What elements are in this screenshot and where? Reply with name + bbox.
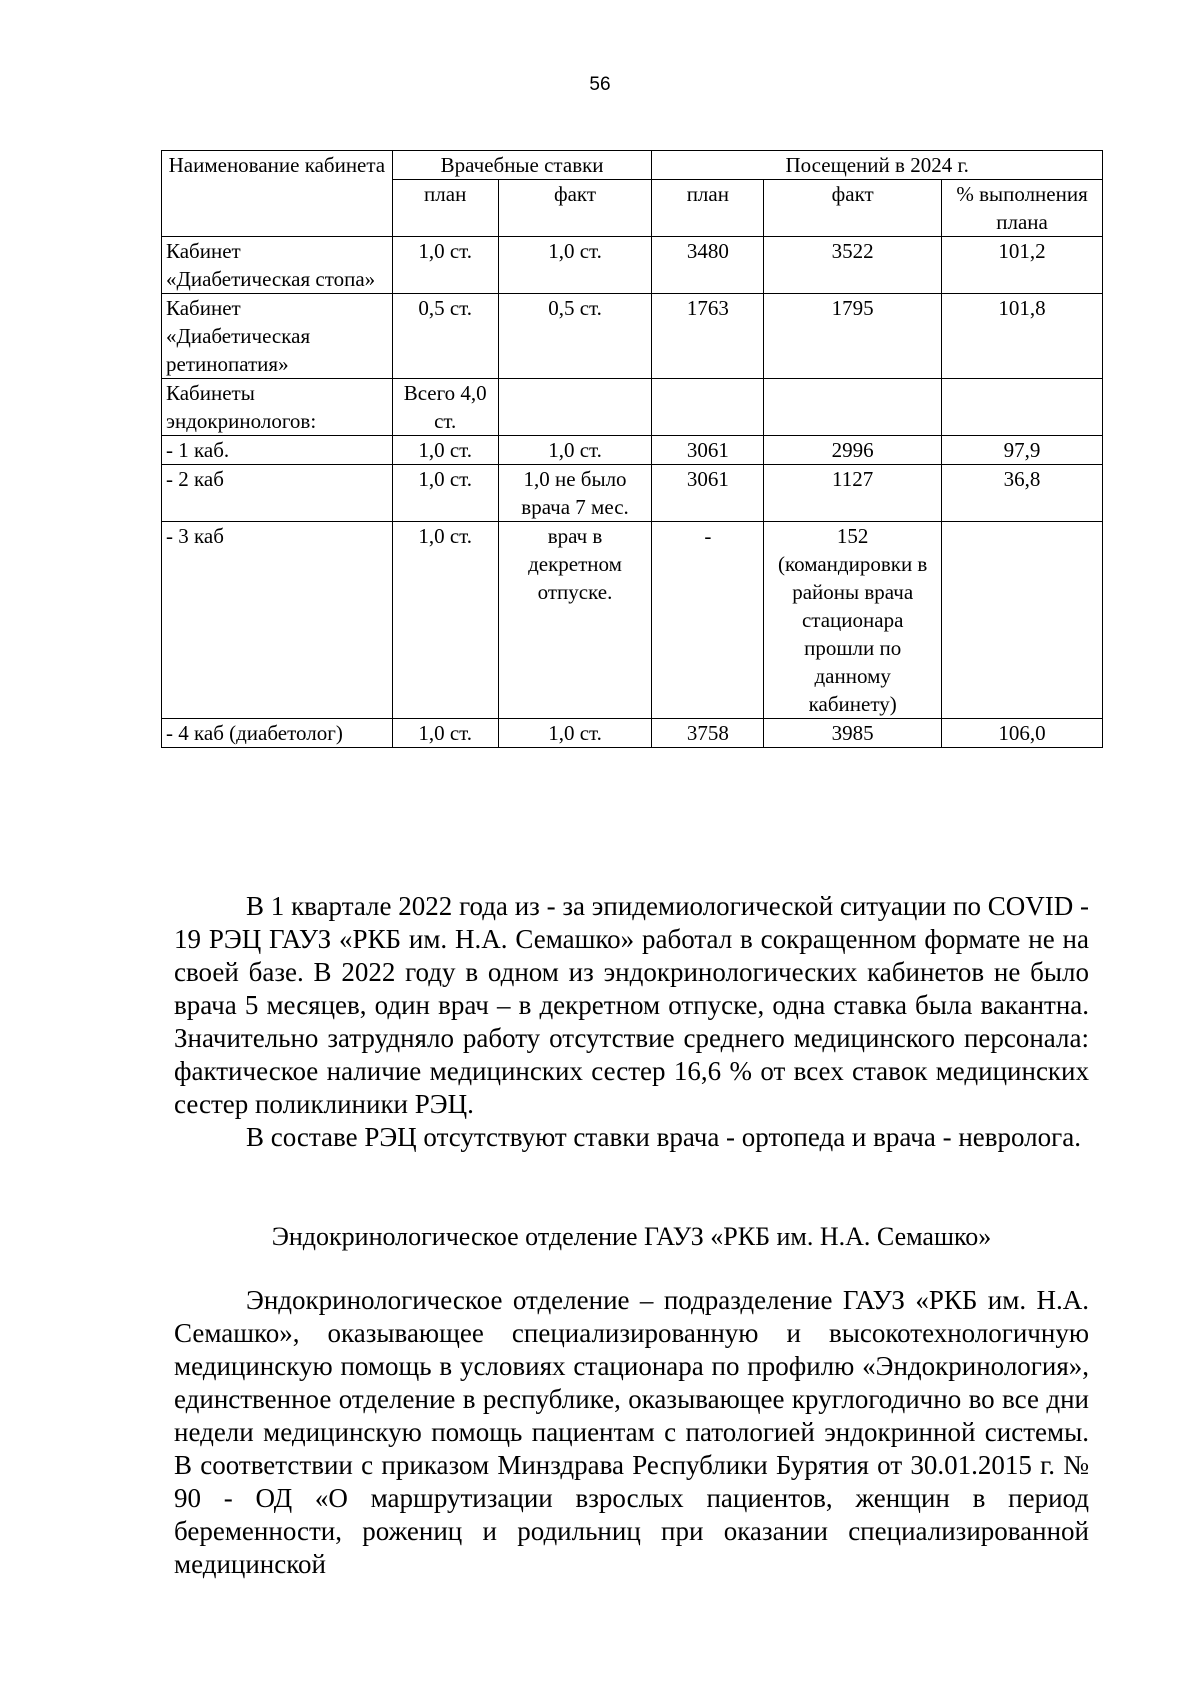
cell-visit-fact — [764, 379, 942, 436]
cell-name: Кабинеты эндокринологов: — [162, 379, 393, 436]
cell-visit-plan: 3758 — [652, 719, 764, 748]
cell-visit-fact: 1795 — [764, 294, 942, 379]
cell-rate-plan: Всего 4,0 ст. — [392, 379, 498, 436]
section-heading: Эндокринологическое отделение ГАУЗ «РКБ им. Н.А. Семашко» — [271, 1222, 992, 1251]
cell-name: Кабинет «Диабетическая стопа» — [162, 237, 393, 294]
cell-visit-fact: 2996 — [764, 436, 942, 465]
table-header-row — [162, 151, 1103, 180]
table-row — [162, 436, 1103, 465]
cell-pct: 106,0 — [942, 719, 1103, 748]
cell-visit-fact: 152 (командировки в районы врача стационара прошли по данному кабинету) — [764, 522, 942, 719]
table-row — [162, 379, 1103, 436]
cell-rate-fact: 1,0 ст. — [498, 237, 652, 294]
header-visits-pct: % выполнения плана — [942, 180, 1103, 237]
paragraph-staffing: В составе РЭЦ отсутствуют ставки врача - ортопеда и врача - невролога. — [246, 1122, 1081, 1152]
cell-rate-plan: 1,0 ст. — [392, 719, 498, 748]
cell-rate-fact: врач в декретном отпуске. — [498, 522, 652, 719]
table-row — [162, 465, 1103, 522]
cell-pct: 101,8 — [942, 294, 1103, 379]
cell-visit-plan: 3061 — [652, 465, 764, 522]
cell-rate-plan: 1,0 ст. — [392, 522, 498, 719]
header-rates-plan: план — [392, 180, 498, 237]
staffing-table — [161, 150, 1103, 748]
cell-visit-fact: 3522 — [764, 237, 942, 294]
cell-visit-fact: 3985 — [764, 719, 942, 748]
page-number: 56 — [589, 74, 611, 95]
cell-pct — [942, 522, 1103, 719]
table-row — [162, 294, 1103, 379]
paragraph-covid: В 1 квартале 2022 года из - за эпидемиологической ситуации по COVID - 19 РЭЦ ГАУЗ «РКБ им. Н.А. Семашко» работал в сокращенном формате не на своей базе. В 2022 году в одном из эндокринологических кабинетов не было врача 5 месяцев, один врач – в декретном отпуске, одна ставка была вакантна. Значительно затрудняло работу отсутствие среднего медицинского персонала: фактическое наличие медицинских сестер 16,6 % от всех ставок медицинских сестер поликлиники РЭЦ. — [174, 891, 1089, 1119]
cell-pct — [942, 379, 1103, 436]
cell-rate-fact: 1,0 ст. — [498, 436, 652, 465]
cell-pct: 36,8 — [942, 465, 1103, 522]
cell-visit-plan: 3061 — [652, 436, 764, 465]
cell-visit-fact: 1127 — [764, 465, 942, 522]
header-visits-plan: план — [652, 180, 764, 237]
cell-visit-plan: - — [652, 522, 764, 719]
cell-rate-fact: 1,0 не было врача 7 мес. — [498, 465, 652, 522]
cell-rate-plan: 1,0 ст. — [392, 237, 498, 294]
cell-visit-plan: 3480 — [652, 237, 764, 294]
table-row — [162, 522, 1103, 719]
header-visits-group: Посещений в 2024 г. — [652, 151, 1103, 180]
header-visits-fact: факт — [764, 180, 942, 237]
cell-rate-fact: 0,5 ст. — [498, 294, 652, 379]
cell-rate-plan: 1,0 ст. — [392, 465, 498, 522]
header-rates-group: Врачебные ставки — [392, 151, 652, 180]
text-block-department — [174, 1284, 1089, 1581]
text-block-rec — [174, 890, 1089, 1154]
cell-visit-plan: 1763 — [652, 294, 764, 379]
header-rates-fact: факт — [498, 180, 652, 237]
table-row — [162, 719, 1103, 748]
cell-name: Кабинет «Диабетическая ретинопатия» — [162, 294, 393, 379]
paragraph-department: Эндокринологическое отделение – подразделение ГАУЗ «РКБ им. Н.А. Семашко», оказывающее специализированную и высокотехнологичную медицинскую помощь в условиях стационара по профилю «Эндокринология», единственное отделение в республике, оказывающее круглогодично во все дни недели медицинскую помощь пациентам с патологией эндокринной системы. В соответствии с приказом Минздрава Республики Бурятия от 30.01.2015 г. № 90 - ОД «О маршрутизации взрослых пациентов, женщин в период беременности, рожениц и родильниц при оказании специализированной медицинской — [174, 1285, 1089, 1579]
cell-rate-plan: 0,5 ст. — [392, 294, 498, 379]
cell-rate-plan: 1,0 ст. — [392, 436, 498, 465]
cell-name: - 1 каб. — [162, 436, 393, 465]
cell-visit-plan — [652, 379, 764, 436]
cell-name: - 3 каб — [162, 522, 393, 719]
header-name: Наименование кабинета — [162, 151, 393, 237]
table-row — [162, 237, 1103, 294]
cell-name: - 4 каб (диабетолог) — [162, 719, 393, 748]
cell-rate-fact — [498, 379, 652, 436]
cell-rate-fact: 1,0 ст. — [498, 719, 652, 748]
cell-name: - 2 каб — [162, 465, 393, 522]
cell-pct: 101,2 — [942, 237, 1103, 294]
cell-pct: 97,9 — [942, 436, 1103, 465]
